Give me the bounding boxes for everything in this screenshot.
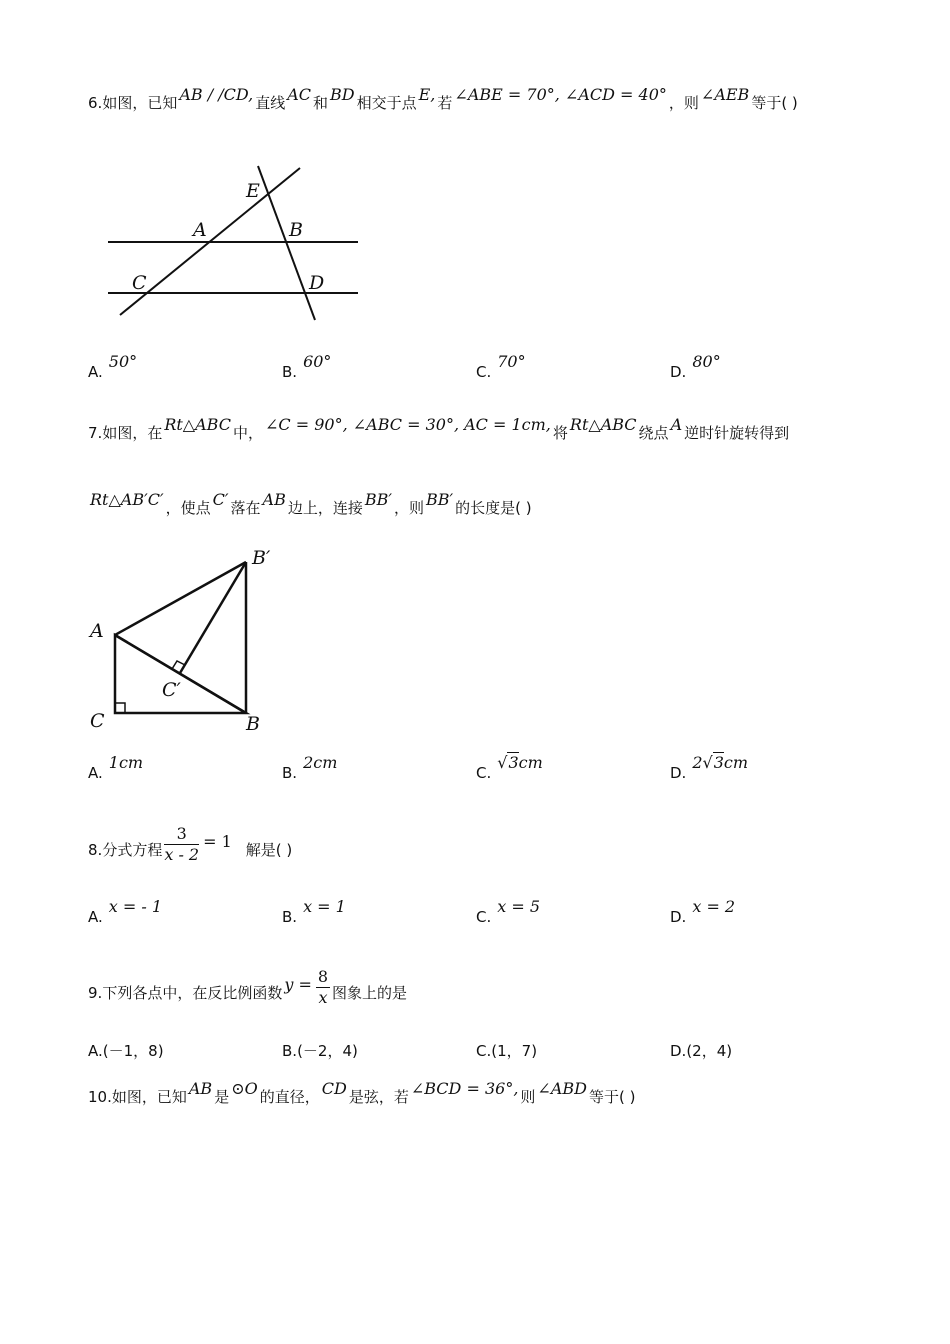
- question-text: 落在: [230, 499, 261, 517]
- q7-option-d[interactable]: [670, 753, 749, 782]
- question-number: 7.: [88, 424, 103, 442]
- label-b: B: [246, 713, 260, 735]
- option-value: √3cm: [497, 753, 543, 772]
- option-value: 2cm: [303, 753, 338, 772]
- question-7-stem-line-2: [88, 490, 532, 518]
- option-label: A.: [88, 764, 103, 782]
- question-text: 是弦，若: [348, 1088, 409, 1106]
- question-text: 中，: [232, 424, 263, 442]
- option-label: D.: [670, 1042, 687, 1060]
- math-expression: BB′: [426, 490, 454, 509]
- question-text: ，则: [668, 94, 699, 112]
- label-c: C: [90, 710, 105, 732]
- label-b: B: [289, 219, 303, 241]
- math-expression: BD: [330, 85, 355, 104]
- fraction: [164, 824, 199, 865]
- radicand: 3: [508, 753, 519, 772]
- option-label: B.: [282, 908, 298, 926]
- math-expression: A: [670, 415, 683, 434]
- question-text: 边上，连接: [287, 499, 363, 517]
- question-text: 逆时针旋转得到: [684, 424, 790, 442]
- q6-option-d[interactable]: [670, 352, 721, 381]
- option-label: D.: [670, 908, 687, 926]
- math-expression: AC: [287, 85, 311, 104]
- math-expression: C′: [212, 490, 229, 509]
- question-text: 的直径，: [259, 1088, 320, 1106]
- math-expression: Rt△ABC: [569, 415, 637, 434]
- question-text: 图象上的是: [332, 984, 408, 1002]
- option-value: 80°: [692, 352, 721, 371]
- math-expression: ∠AEB: [700, 85, 750, 104]
- radicand: 3: [713, 753, 724, 772]
- question-text: ，则: [394, 499, 425, 517]
- option-label: C.: [476, 908, 492, 926]
- option-value: 1cm: [108, 753, 144, 772]
- q9-option-d[interactable]: [670, 1040, 732, 1061]
- label-a: A: [90, 620, 104, 642]
- math-expression: AB: [188, 1079, 213, 1098]
- option-label: A.: [88, 908, 103, 926]
- option-label: B.: [282, 363, 298, 381]
- question-text: 解是( ): [245, 841, 293, 859]
- question-text: 分式方程: [102, 841, 163, 859]
- question-8-stem: [88, 824, 293, 871]
- math-expression: ∠BCD = 36°,: [410, 1079, 519, 1098]
- question-text: 则: [520, 1088, 536, 1106]
- option-label: D.: [670, 764, 687, 782]
- right-angle-mark-c: [115, 703, 125, 713]
- math-expression: ∠ABD: [537, 1079, 587, 1098]
- option-label: A.: [88, 363, 103, 381]
- segment-c-prime-b-prime: [180, 562, 246, 673]
- question-text: 和: [313, 94, 329, 112]
- q7-option-a[interactable]: [88, 753, 144, 782]
- label-a: A: [193, 219, 207, 241]
- option-label: A.: [88, 1042, 103, 1060]
- q8-option-d[interactable]: [670, 897, 736, 926]
- math-expression: Rt△AB′C′: [90, 490, 164, 509]
- option-label: D.: [670, 363, 687, 381]
- question-text: ，使点: [165, 499, 211, 517]
- math-expression: = 1: [203, 832, 232, 851]
- question-text: 等于( ): [751, 94, 798, 112]
- question-9-stem: [88, 967, 408, 1014]
- math-expression: CD: [321, 1079, 347, 1098]
- option-value: (－2，4): [297, 1042, 358, 1060]
- option-label: C.: [476, 1042, 492, 1060]
- denominator: x: [318, 988, 328, 1007]
- q7-figure-rotated-triangle: [80, 540, 290, 740]
- question-number: 9.: [88, 984, 103, 1002]
- option-value: (－1，8): [102, 1042, 164, 1060]
- q9-option-c[interactable]: [476, 1040, 537, 1061]
- math-expression: E,: [418, 85, 436, 104]
- q9-option-a[interactable]: [88, 1040, 164, 1061]
- option-value: 50°: [108, 352, 138, 371]
- q6-figure-parallel-lines: [100, 160, 370, 330]
- question-text: 若: [437, 94, 453, 112]
- fraction: [316, 967, 330, 1008]
- option-value: 2√3cm: [692, 753, 749, 772]
- question-text: 是: [214, 1088, 230, 1106]
- question-text: 如图，在: [102, 424, 163, 442]
- unit: cm: [723, 753, 749, 772]
- question-text: 等于( ): [588, 1088, 636, 1106]
- option-value: x = - 1: [108, 897, 163, 916]
- option-value: 60°: [303, 352, 332, 371]
- unit: cm: [518, 753, 543, 772]
- label-c-prime: C′: [162, 679, 181, 701]
- option-label: B.: [282, 764, 298, 782]
- label-b-prime: B′: [252, 547, 271, 569]
- q6-option-b[interactable]: [282, 352, 332, 381]
- coefficient: 2: [692, 753, 703, 772]
- option-label: C.: [476, 764, 492, 782]
- option-value: 70°: [497, 352, 526, 371]
- question-number: 6.: [88, 94, 103, 112]
- option-value: x = 1: [303, 897, 346, 916]
- q9-option-b[interactable]: [282, 1040, 358, 1061]
- q6-option-a[interactable]: [88, 352, 138, 381]
- question-text: 的长度是( ): [455, 499, 532, 517]
- segment-ab-prime: [115, 562, 246, 635]
- label-c: C: [132, 272, 147, 294]
- question-6-stem: [88, 85, 798, 113]
- question-text: 如图，已知: [102, 94, 178, 112]
- segment-ab: [115, 635, 246, 713]
- option-value: x = 5: [497, 897, 541, 916]
- math-expression: ⊙O: [231, 1079, 258, 1098]
- option-value: (1，7): [491, 1042, 538, 1060]
- math-expression: ∠ABE = 70°, ∠ACD = 40°: [454, 85, 667, 104]
- question-text: 如图，已知: [111, 1088, 187, 1106]
- question-text: 将: [552, 424, 568, 442]
- label-e: E: [246, 180, 260, 202]
- q7-option-c[interactable]: [476, 753, 543, 782]
- denominator: x - 2: [164, 845, 200, 864]
- option-label: B.: [282, 1042, 298, 1060]
- question-text: 直线: [255, 94, 286, 112]
- option-value: x = 2: [692, 897, 736, 916]
- math-expression: Rt△ABC: [164, 415, 231, 434]
- question-7-stem-line-1: [88, 415, 790, 443]
- q6-option-c[interactable]: [476, 352, 526, 381]
- q8-option-b[interactable]: [282, 897, 346, 926]
- q8-option-c[interactable]: [476, 897, 541, 926]
- q8-option-a[interactable]: [88, 897, 163, 926]
- question-text: 下列各点中，在反比例函数: [102, 984, 283, 1002]
- option-value: (2，4): [686, 1042, 733, 1060]
- math-expression: AB: [262, 490, 286, 509]
- math-expression: y =: [284, 975, 312, 994]
- option-label: C.: [476, 363, 492, 381]
- question-text: 相交于点: [356, 94, 417, 112]
- question-number: 8.: [88, 841, 103, 859]
- numerator: 3: [164, 824, 199, 845]
- math-expression: AB / /CD,: [179, 85, 254, 104]
- label-d: D: [309, 272, 325, 294]
- question-number: 10.: [88, 1088, 112, 1106]
- q7-option-b[interactable]: [282, 753, 338, 782]
- math-expression: ∠C = 90°, ∠ABC = 30°, AC = 1cm,: [264, 415, 551, 434]
- math-expression: BB′: [364, 490, 392, 509]
- question-text: 绕点: [638, 424, 669, 442]
- question-10-stem: [88, 1079, 636, 1107]
- numerator: 8: [317, 967, 329, 986]
